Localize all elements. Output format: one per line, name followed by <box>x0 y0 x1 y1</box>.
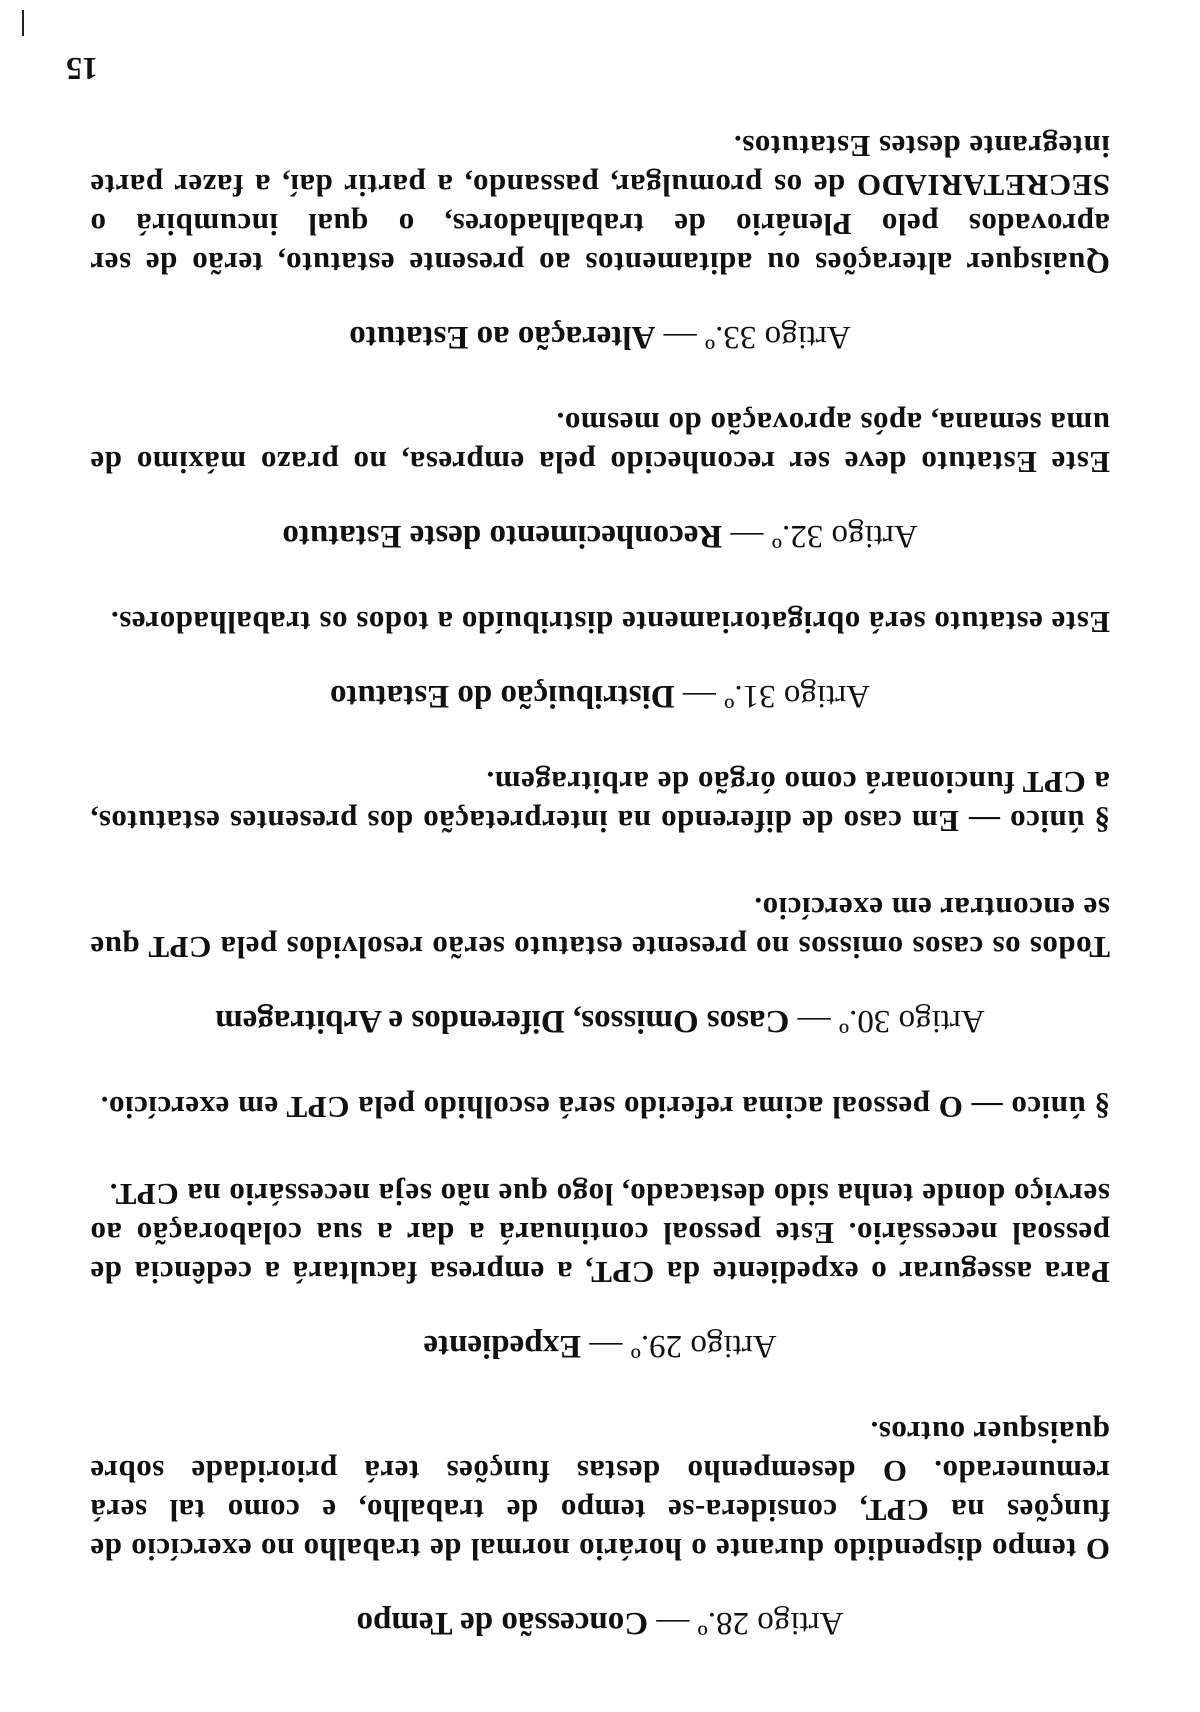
article-heading <box>90 317 1110 356</box>
scan-mark <box>22 10 24 36</box>
article-paragraph: Este estatuto será obrigatoriamente distribuído a todos os trabalhadores. <box>110 605 1110 640</box>
article-number: Artigo 31.º — <box>682 678 871 714</box>
article-31 <box>90 603 1110 715</box>
article-29 <box>90 1088 1110 1365</box>
article-30 <box>90 763 1110 1040</box>
article-sole-paragraph: § único — O pessoal acima referido será escolhido pela CPT em exercício. <box>100 1090 1110 1125</box>
article-32 <box>90 404 1110 555</box>
article-number: Artigo 29.º — <box>589 1328 777 1364</box>
article-title: Reconhecimento deste Estatuto <box>282 518 723 554</box>
article-heading <box>90 1326 1110 1365</box>
article-heading <box>90 1001 1110 1040</box>
article-heading <box>90 1603 1110 1642</box>
article-title: Concessão de Tempo <box>356 1605 649 1641</box>
page-content <box>90 79 1110 1642</box>
page-number: 15 <box>66 51 98 87</box>
article-sole-paragraph: § único — Em caso de diferendo na interpretação dos presentes estatutos, a CPT funcionará como órgão de arbitragem. <box>90 765 1110 839</box>
article-title: Alteração ao Estatuto <box>349 319 656 355</box>
article-paragraph: O tempo dispendido durante o horário normal de trabalho no exercício de funções na CPT, considera-se tempo de trabalho, e como tal será remunerado. O desempenho destas funções terá prioridade sobre quaisquer outros. <box>90 1415 1110 1567</box>
article-28 <box>90 1413 1110 1642</box>
article-paragraph: Este Estatuto deve ser reconhecido pela empresa, no prazo máximo de uma semana, após aprovação do mesmo. <box>90 406 1110 480</box>
article-title: Expediente <box>423 1328 582 1364</box>
article-title: Distribuição do Estatuto <box>329 678 675 714</box>
article-number: Artigo 33.º — <box>663 319 851 355</box>
article-paragraph: Todos os casos omissos no presente estatuto serão resolvidos pela CPT que se encontrar em exercício. <box>90 891 1110 965</box>
article-number: Artigo 30.º — <box>797 1003 985 1039</box>
article-title: Casos Omissos, Diferendos e Arbitragem <box>215 1003 790 1039</box>
article-paragraph: Quaisquer alterações ou aditamentos ao presente estatuto, terão de ser aprovados pelo Plenário de trabalhadores, o qual incumbirá o SECRETARIADO de os promulgar, passando, a partir daí, a fazer parte integrante destes Estatutos. <box>90 129 1110 281</box>
article-paragraph: Para assegurar o expediente da CPT, a empresa facultará a cedência de pessoal necessário. Este pessoal continuará a dar a sua colaboração ao serviço donde tenha sido destacado, logo que não seja necessário na CPT. <box>90 1177 1110 1290</box>
article-heading <box>90 676 1110 715</box>
article-number: Artigo 28.º — <box>656 1605 844 1641</box>
article-number: Artigo 32.º — <box>730 518 918 554</box>
article-33 <box>90 127 1110 356</box>
article-heading <box>90 516 1110 555</box>
